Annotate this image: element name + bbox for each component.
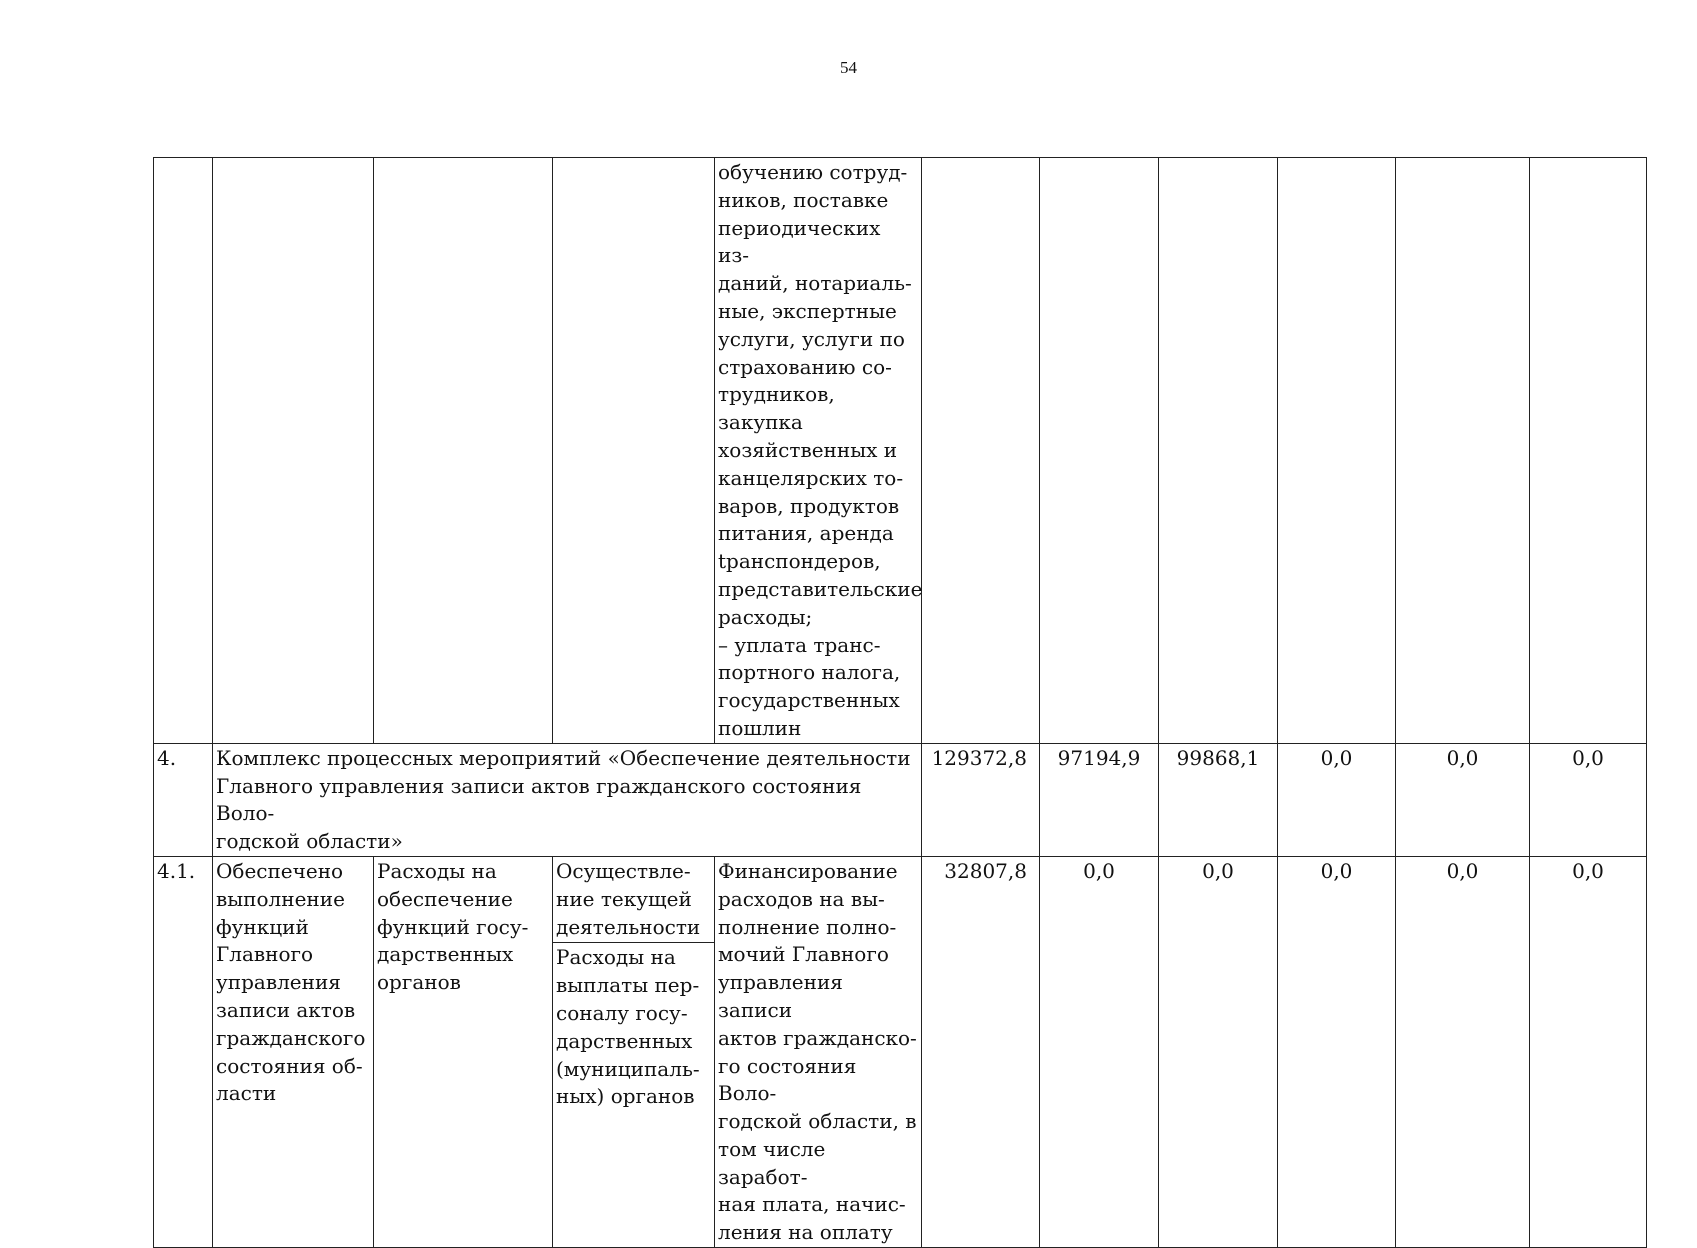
cell-value-1 — [922, 743, 1040, 856]
description-text: Финансирование расходов на вы- полнение полно- мочий Главного управления записи актов гражданско- го состояния Воло- годской области, в том числе заработ- ная плата, начис- ления на оплату — [718, 858, 917, 1245]
row-number: 4.1. — [157, 858, 196, 883]
value-4: 0,0 — [1320, 858, 1353, 883]
cell-number — [154, 158, 213, 744]
cell-value-4 — [1278, 158, 1396, 744]
value-2: 97194,9 — [1057, 745, 1141, 770]
table-row-continuation — [154, 158, 1647, 744]
cell-expense — [374, 856, 553, 1247]
cell-value-1 — [922, 856, 1040, 1247]
cell-result — [213, 856, 374, 1247]
cell-value-3 — [1159, 743, 1278, 856]
cell-activity — [553, 856, 715, 1247]
cell-value-5 — [1396, 856, 1530, 1247]
table-row-4 — [154, 743, 1647, 856]
cell-value-6 — [1530, 856, 1647, 1247]
cell-value-3 — [1159, 856, 1278, 1247]
complex-title: Комплекс процессных мероприятий «Обеспечение деятельности Главного управления записи актов гражданского состояния Воло- годской области» — [216, 745, 911, 854]
cell-description — [715, 856, 922, 1247]
cell-complex-title — [213, 743, 922, 856]
value-1: 32807,8 — [944, 858, 1027, 883]
cell-number — [154, 856, 213, 1247]
row-number: 4. — [157, 745, 177, 770]
activity-bottom-text: Расходы на выплаты пер- соналу госу- дарственных (муниципаль- ных) органов — [556, 945, 700, 1109]
value-3: 0,0 — [1202, 858, 1234, 883]
value-6: 0,0 — [1572, 745, 1604, 770]
cell-value-2 — [1040, 158, 1159, 744]
cell-value-5 — [1396, 158, 1530, 744]
activity-top-text: Осуществле- ние текущей деятельности — [553, 857, 714, 943]
cell-activity — [553, 158, 715, 744]
value-4: 0,0 — [1320, 745, 1353, 770]
cell-number — [154, 743, 213, 856]
value-3: 99868,1 — [1176, 745, 1260, 770]
cell-value-2 — [1040, 743, 1159, 856]
value-2: 0,0 — [1083, 858, 1115, 883]
cell-expense — [374, 158, 553, 744]
value-5: 0,0 — [1446, 745, 1479, 770]
page-number: 54 — [840, 58, 857, 77]
value-6: 0,0 — [1572, 858, 1604, 883]
value-5: 0,0 — [1446, 858, 1479, 883]
cell-value-4 — [1278, 856, 1396, 1247]
cell-value-2 — [1040, 856, 1159, 1247]
budget-table — [153, 157, 1647, 1248]
value-1: 129372,8 — [931, 745, 1027, 770]
cell-value-6 — [1530, 743, 1647, 856]
cell-value-5 — [1396, 743, 1530, 856]
cell-value-1 — [922, 158, 1040, 744]
cell-description — [715, 158, 922, 744]
cell-value-4 — [1278, 743, 1396, 856]
expense-text: Расходы на обеспечение функций госу- дарственных органов — [377, 858, 529, 995]
result-text: Обеспечено выполнение функций Главного управления записи актов гражданского состояния об- ласти — [216, 858, 366, 1106]
cell-value-3 — [1159, 158, 1278, 744]
description-text: обучению сотруд- ников, поставке периодических из- даний, нотариаль- ные, экспертные услуги, услуги по страхованию со- трудников, закупка хозяйственных и канцелярских то- варов, продуктов питания, аренда tранспондеров, представительские расходы; – уплата транс- портного налога, государственных пошлин — [718, 160, 923, 740]
table-row-4-1 — [154, 856, 1647, 1247]
cell-value-6 — [1530, 158, 1647, 744]
cell-result — [213, 158, 374, 744]
